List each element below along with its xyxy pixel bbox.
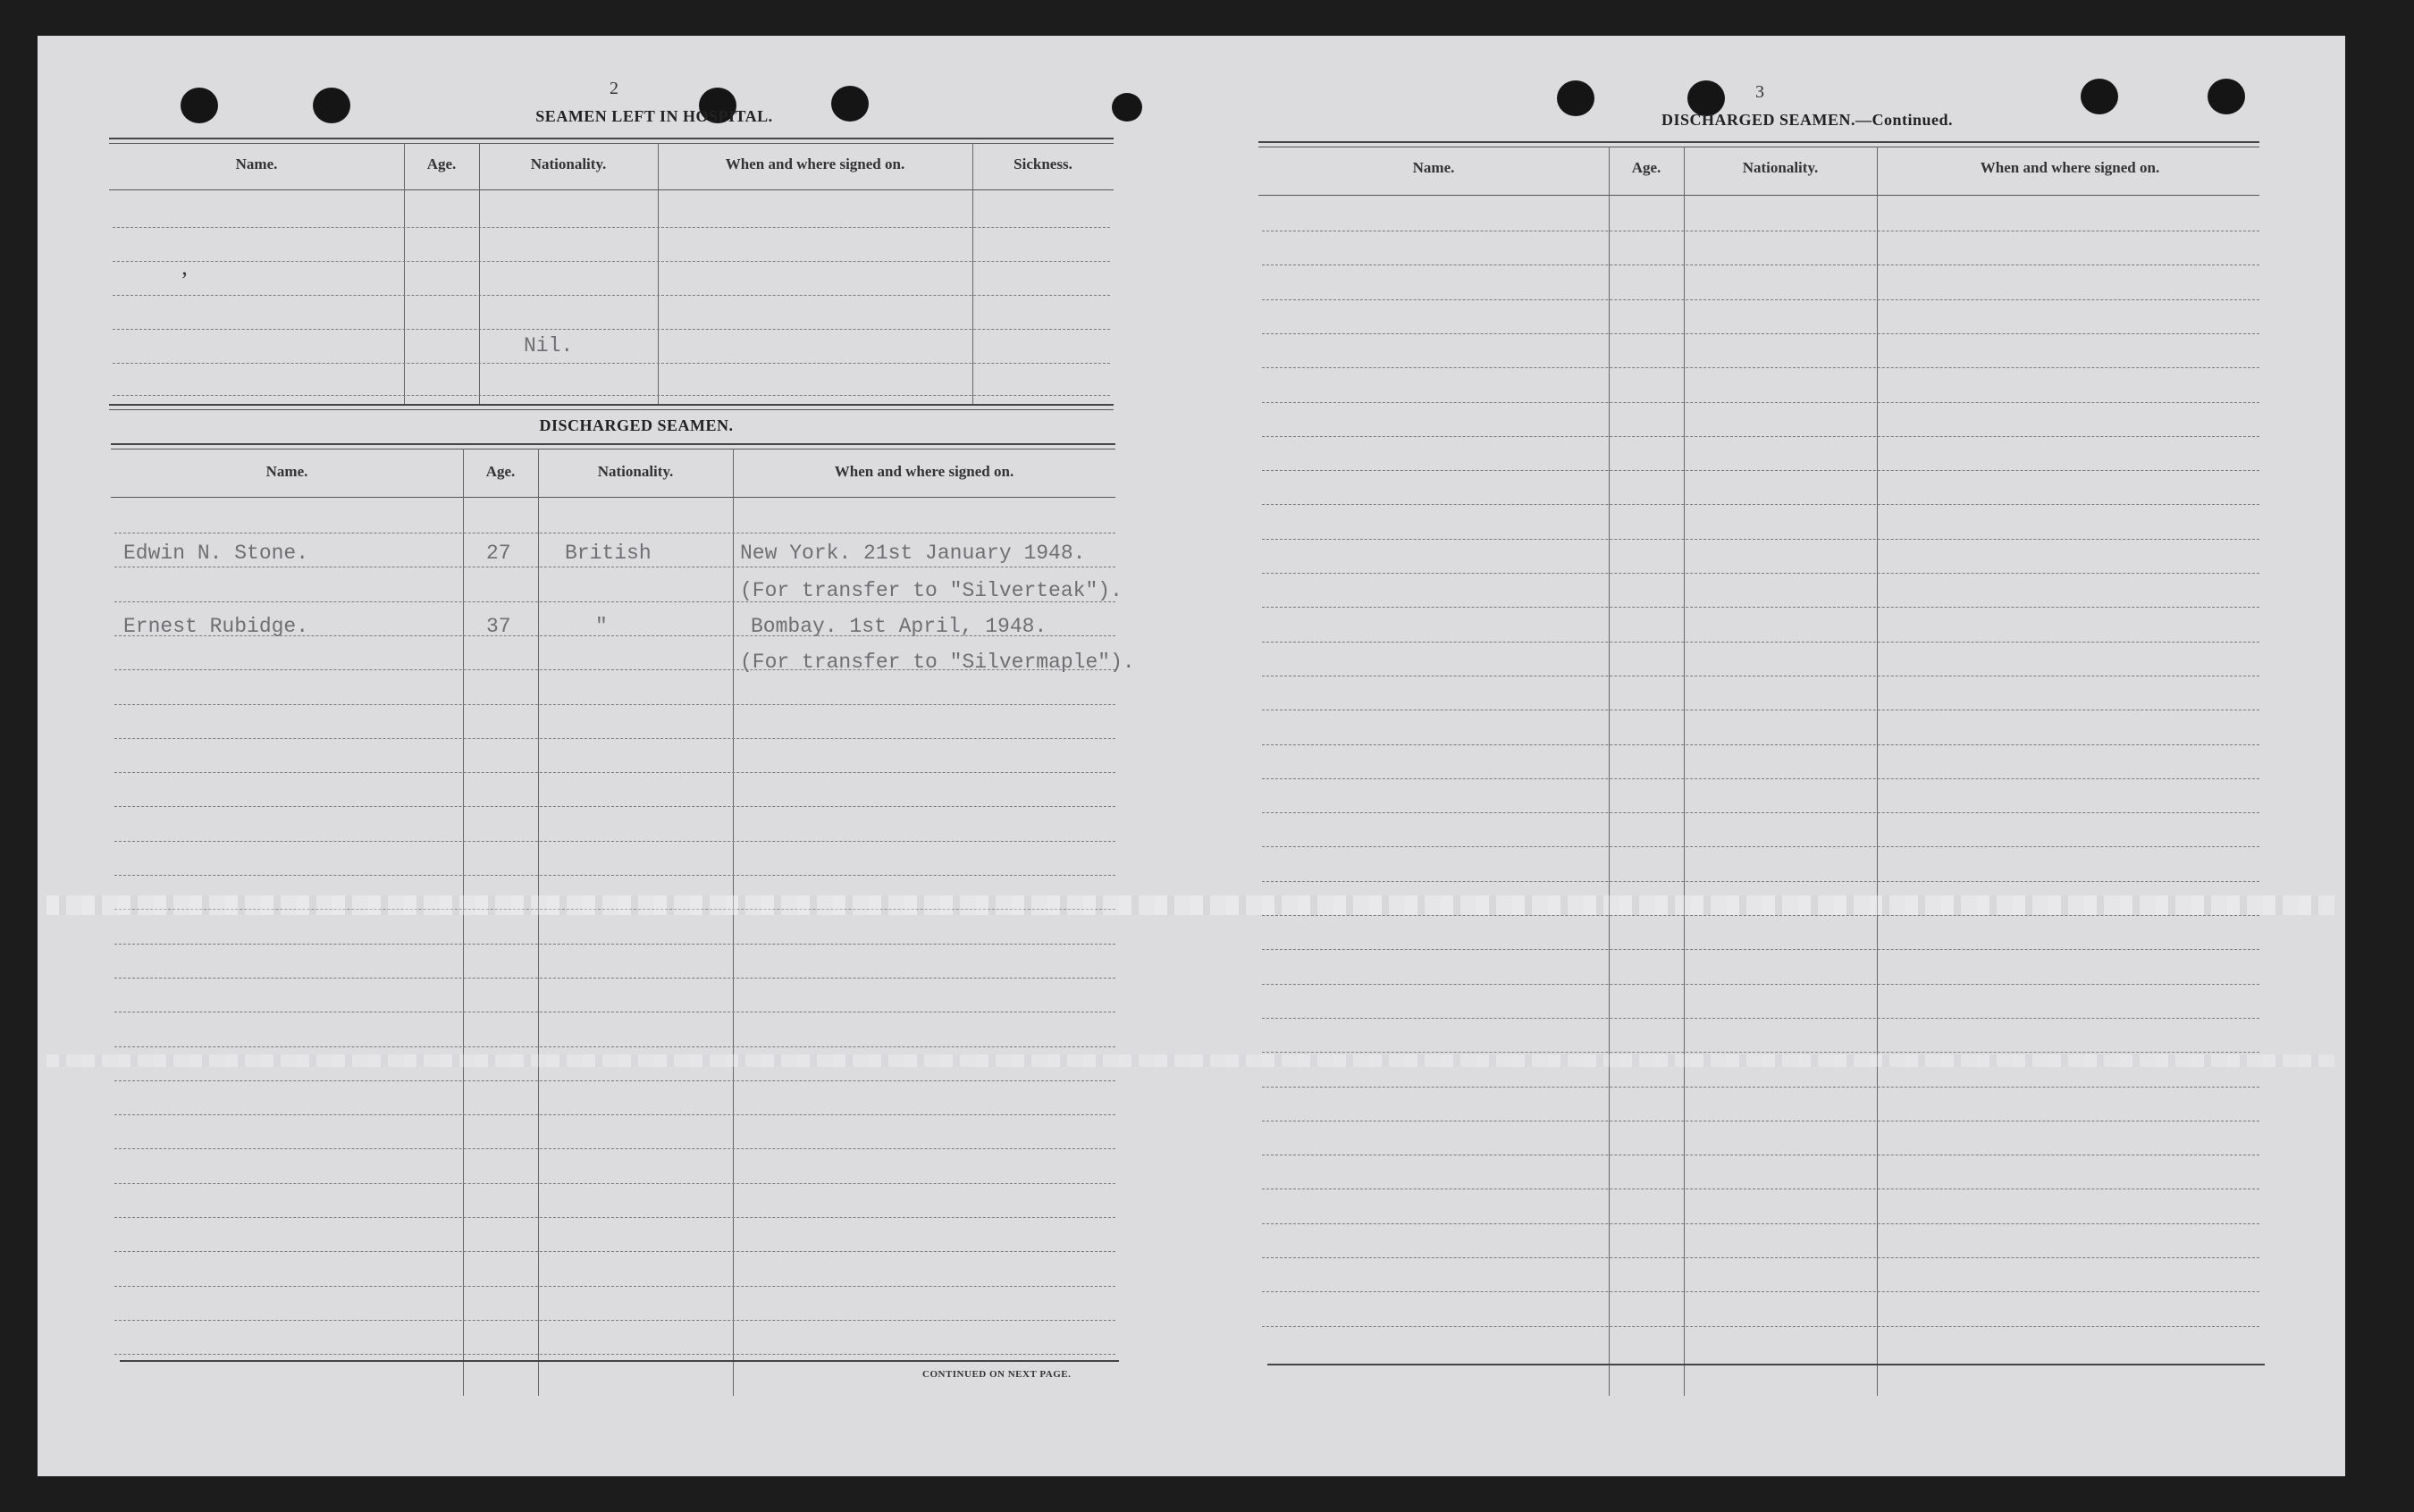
column-header-age: Age.: [1631, 159, 1661, 176]
ruling-line: [114, 841, 1115, 842]
column-header-nationality: Nationality.: [597, 463, 674, 480]
column-header-sickness: Sickness.: [1014, 155, 1072, 172]
ruling-line: [1262, 436, 2259, 437]
ruling-line: [114, 1080, 1115, 1081]
scan-artifact: [46, 895, 2334, 915]
ruling-line: [114, 1286, 1115, 1287]
ruling-line: [1262, 1291, 2259, 1292]
ruling-line: [114, 1251, 1115, 1252]
column-header-age: Age.: [426, 155, 457, 172]
punch-hole: [2208, 79, 2245, 114]
ruling-line: [114, 1320, 1115, 1321]
ruling-line: [1262, 778, 2259, 779]
ruling-line: [1262, 881, 2259, 882]
continued-suffix: —Continued.: [1855, 111, 1954, 129]
seaman-nationality: British: [565, 542, 652, 565]
ruling-line: [1262, 539, 2259, 540]
ruling-line: [114, 806, 1115, 807]
ruling-line: [114, 1183, 1115, 1184]
ruling-line: [1262, 1223, 2259, 1224]
column-header-signed-on: When and where signed on.: [725, 155, 905, 172]
discharged-section-title: DISCHARGED SEAMEN.: [539, 416, 734, 434]
ruling-line: [114, 1046, 1115, 1047]
ruling-line: [1262, 1018, 2259, 1019]
seaman-nationality: ": [595, 615, 608, 638]
ruling-line: [1262, 333, 2259, 334]
ruling-line: [1262, 642, 2259, 643]
ruling-line: [1262, 984, 2259, 985]
ruling-line: [1262, 1087, 2259, 1088]
punch-hole: [1112, 93, 1142, 122]
punch-hole: [181, 88, 218, 123]
continued-note: CONTINUED ON NEXT PAGE.: [922, 1369, 1072, 1380]
ruling-line: [1262, 1326, 2259, 1327]
column-header-nationality: Nationality.: [1742, 159, 1819, 176]
column-header-age: Age.: [485, 463, 516, 480]
seaman-age: 27: [486, 542, 511, 565]
seaman-signed-on: New York. 21st January 1948.: [740, 542, 1086, 565]
ruling-line: [1262, 470, 2259, 471]
ruling-line: [114, 1217, 1115, 1218]
column-header-name: Name.: [265, 463, 308, 480]
ruling-line: [114, 772, 1115, 773]
column-header-signed-on: When and where signed on.: [834, 463, 1014, 480]
seaman-name: Ernest Rubidge.: [123, 615, 309, 638]
seaman-transfer-note: (For transfer to "Silverteak").: [740, 579, 1123, 602]
page-number: 2: [610, 79, 618, 98]
ruling-line: [1262, 949, 2259, 950]
column-header-signed-on: When and where signed on.: [1980, 159, 2160, 176]
seaman-name: Edwin N. Stone.: [123, 542, 309, 565]
ruling-line: [1262, 744, 2259, 745]
ruling-line: [1262, 299, 2259, 300]
hospital-section-title: SEAMEN LEFT IN HOSPITAL.: [535, 107, 773, 125]
ruling-line: [1262, 812, 2259, 813]
page-number: 3: [1755, 82, 1764, 102]
seaman-age: 37: [486, 615, 511, 638]
ruling-line: [114, 944, 1115, 945]
punch-hole: [2081, 79, 2118, 114]
punch-hole: [313, 88, 350, 123]
seaman-transfer-note: (For transfer to "Silvermaple").: [740, 651, 1135, 674]
column-header-name: Name.: [235, 155, 278, 172]
ruling-line: [1262, 504, 2259, 505]
ruling-line: [1262, 607, 2259, 608]
ink-mark: ‚: [181, 254, 189, 280]
ruling-line: [1262, 846, 2259, 847]
ruling-line: [1262, 1052, 2259, 1053]
ruling-line: [114, 738, 1115, 739]
ruling-line: [1262, 573, 2259, 574]
ruling-line: [114, 1354, 1115, 1355]
ruling-line: [1262, 1257, 2259, 1258]
discharged-title-text: DISCHARGED SEAMEN.: [1661, 111, 1855, 129]
ruling-line: [1262, 915, 2259, 916]
column-header-name: Name.: [1412, 159, 1455, 176]
ruling-line: [114, 1114, 1115, 1115]
ruling-line: [114, 1148, 1115, 1149]
seaman-signed-on: Bombay. 1st April, 1948.: [751, 615, 1047, 638]
ruling-line: [114, 704, 1115, 705]
ruling-line: [1262, 367, 2259, 368]
ledger-sheet: [38, 36, 2345, 1476]
column-header-nationality: Nationality.: [530, 155, 607, 172]
ruling-line: [114, 978, 1115, 979]
discharged-continued-title: [1557, 111, 2057, 130]
hospital-entry-nil: Nil.: [524, 334, 574, 357]
ruling-line: [1262, 402, 2259, 403]
ruling-line: [114, 875, 1115, 876]
scan-artifact: [46, 1054, 2334, 1067]
